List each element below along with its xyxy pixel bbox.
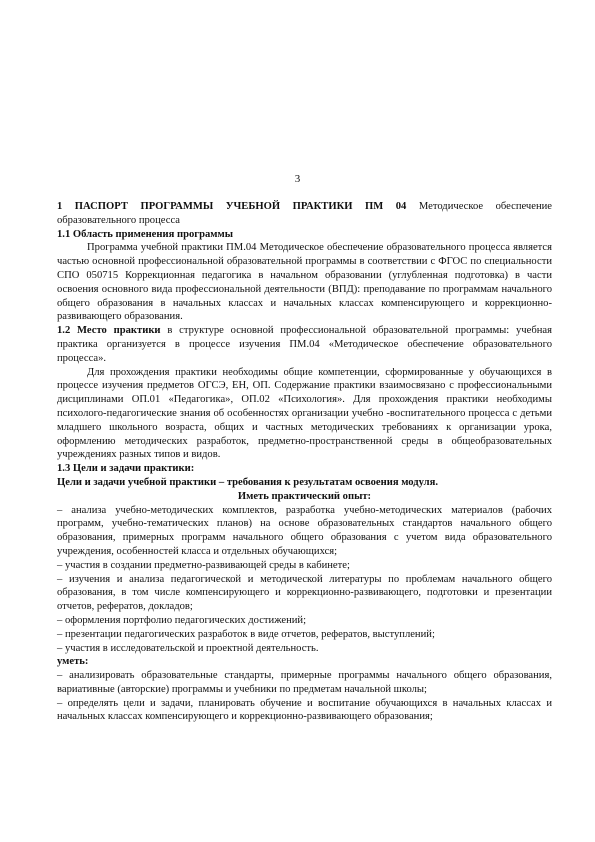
title-bold: 1 ПАСПОРТ ПРОГРАММЫ УЧЕБНОЙ ПРАКТИКИ ПМ 04 (57, 201, 407, 212)
section-1-1-text: Программа учебной практики ПМ.04 Методическое обеспечение образовательного процесса является частью основной профессиональной образовательной программы в соответствии с ФГОС по специальности СПО 050715 Коррекционная педагогика в начальном образовании (углубленная подготовка) в части освоения основного вида профессиональной деятельности (ВПД): преподавание по программам начального общего образования в начальных классах и начальных классах компенсирующего и коррекционно-развивающего образования. (57, 242, 552, 323)
skills-item: – определять цели и задачи, планировать обучение и воспитание обучающихся в начальных классах и начальных классах компенсирующего и коррекционно-развивающего образования; (57, 697, 552, 723)
section-1-2-lead: 1.2 Место практики (57, 325, 161, 337)
section-1-3-heading: 1.3 Цели и задачи практики: (57, 463, 195, 475)
experience-item: – участия в создании предметно-развивающей среды в кабинете; (57, 559, 350, 571)
section-1-2-paragraph (57, 324, 552, 365)
experience-item: – анализа учебно-методических комплектов, разработка учебно-методических материалов (рабочих программ, учебно-тематических планов) на основе образовательных стандартов начального общего образования, примерных программ начального общего образования с учетом вида образовательного учреждения, особенностей класса и отдельных обучающихся; (57, 504, 552, 557)
document-title (57, 200, 552, 228)
skills-heading: уметь: (57, 656, 89, 668)
section-1-3-subheading: Цели и задачи учебной практики – требования к результатам освоения модуля. (57, 476, 438, 488)
experience-item: – презентации педагогических разработок в виде отчетов, рефератов, выступлений; (57, 628, 435, 640)
page-number: 3 (294, 173, 301, 185)
title-rest: Методическое обеспечение образовательного процесса (57, 201, 552, 226)
section-1-1-heading: 1.1 Область применения программы (57, 228, 233, 240)
document-body (57, 200, 552, 724)
experience-item: – оформления портфолио педагогических достижений; (57, 614, 307, 626)
experience-item: – изучения и анализа педагогической и методической литературы по проблемам начального общего образования, в том числе компенсирующего и коррекционно-развивающего, подготовки и презентации отчетов, рефератов, докладов; (57, 573, 552, 613)
experience-heading: Иметь практический опыт: (237, 490, 372, 502)
skills-item: – анализировать образовательные стандарты, примерные программы начального общего образования, вариативные (авторские) программы и учебники по предметам начальной школы; (57, 670, 552, 695)
experience-item: – участия в исследовательской и проектной деятельность. (57, 642, 319, 654)
section-1-2-text: в структуре основной профессиональной образовательной программы: учебная практика организуется в процессе изучения ПМ.04 «Методическое обеспечение образовательного процесса». (57, 325, 552, 364)
competencies-paragraph: Для прохождения практики необходимы общие компетенции, сформированные у обучающихся в процессе изучения предметов ОГСЭ, ЕН, ОП. Содержание практики взаимосвязано с профессиональными дисциплинами ОП.01 «Педагогика», ОП.02 «Психология». Для прохождения практики необходимы психолого-педагогические знания об особенностях организации учебно -воспитательного процесса с детьми младшего школьного возраста, общих и частных методических требованиях к организации урока, оформлению методических разработок, предметно-пространственной среды в общеобразовательных учреждениях разных типов и видов. (57, 366, 552, 461)
